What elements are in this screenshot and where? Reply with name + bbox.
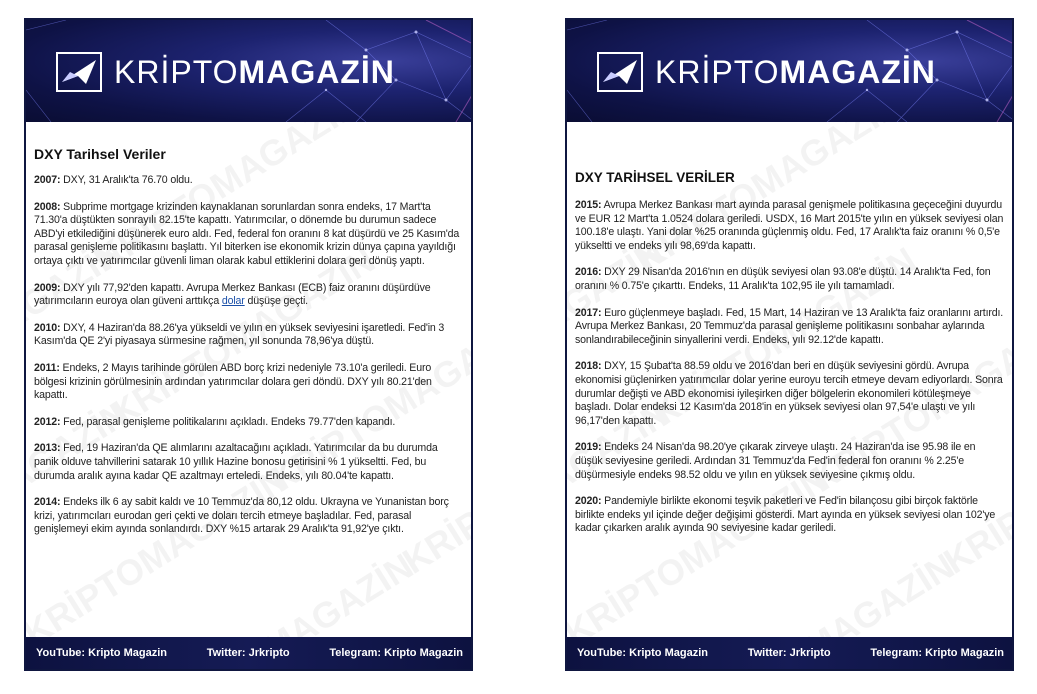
entry-text: Fed, 19 Haziran'da QE alımlarını azaltacağını açıkladı. Yatırımcılar da bu durumda panik olduve tahvillerini satarak 10 yıllık Hazine bonosu getirisini % 1 yükseltti. Fed, bu durumda aralık ayına kadar QE azaltmayı erteledi. Endeks, yılı 80.04'te kapattı. <box>34 442 438 482</box>
brand-name <box>114 50 395 94</box>
brand-logo <box>597 50 936 94</box>
entry-year: 2010: <box>34 321 61 334</box>
brand-name-bold: MAGAZİN <box>238 54 395 90</box>
entry-text: DXY, 15 Şubat'ta 88.59 oldu ve 2016'dan beri en düşük seviyesini gördü. Avrupa ekonomisi güçlenirken yatırımcılar dolar yerine euroyu tercih etmeye devam ediyorlardı. Sonra durumlar değişti ve ABD ekonomisi iyileşirken diğer bölgelerin ekonomileri kötüleşmeye başladı. Dolar endeksi 12 Kasım'da 2018'in en yüksek seviyesi olan 97,54'e ulaştı ve yılı 96,17'den kapattı. <box>575 360 1003 427</box>
history-entry <box>34 416 463 430</box>
history-entry <box>34 282 463 309</box>
history-entry <box>34 201 463 269</box>
entry-text: DXY 29 Nisan'da 2016'nın en düşük seviyesi olan 93.08'e düştü. 14 Aralık'ta Fed, fon oranını % 0.75'e çıkarttı. Endeks, 11 Aralık'ta 102,95 ile yılı tamamladı. <box>575 266 991 292</box>
entry-text: düşüşe geçti. <box>244 295 308 308</box>
entry-text: Endeks 24 Nisan'da 98.20'ye çıkarak zirveye ulaştı. 24 Haziran'da ise 95.98 ile en düşük seviyesine geriledi. Ardından 31 Temmuz'da Fed'in federal fon oranını % 2.25'e düşürmesiyle endeks 98.52 oldu ve yılın en yüksek seviyesine çıkmış oldu. <box>575 441 976 481</box>
twitter-handle: Twitter: Jrkripto <box>747 647 831 659</box>
telegram-handle: Telegram: Kripto Magazin <box>870 647 1004 659</box>
entry-year: 2017: <box>575 306 602 319</box>
document-page-right <box>565 18 1014 671</box>
entry-text: Pandemiyle birlikte ekonomi teşvik paketleri ve Fed'in bilançosu gibi birçok faktörle birlikte endeks yıl içinde değer değişimi gösterdi. Mart ayında en yüksek seviyesi olan 102'ye kadar çıkarken aralık ayında 90 seviyesine kadar geriledi. <box>575 495 996 535</box>
content-area <box>26 122 471 641</box>
youtube-handle: YouTube: Kripto Magazin <box>36 647 167 659</box>
history-entry <box>575 360 1004 428</box>
history-entry <box>34 362 463 403</box>
dolar-link[interactable]: dolar <box>221 295 245 308</box>
entry-year: 2020: <box>575 495 602 508</box>
watermark-text <box>682 545 961 641</box>
page-title: DXY Tarihsel Veriler <box>34 146 166 162</box>
entry-year: 2012: <box>34 415 61 428</box>
entry-year: 2014: <box>34 496 61 509</box>
article-body <box>567 122 1012 536</box>
article-body <box>26 122 471 537</box>
brand-logo <box>56 50 395 94</box>
content-area <box>567 122 1012 641</box>
entry-text: Fed, parasal genişleme politikalarını açıkladı. Endeks 79.77'den kapandı. <box>60 415 396 428</box>
history-entry <box>34 442 463 483</box>
history-entry <box>34 322 463 349</box>
brand-name <box>655 50 936 94</box>
document-page-left <box>24 18 473 671</box>
header-banner <box>567 20 1012 122</box>
entry-year: 2016: <box>575 266 602 279</box>
history-entry <box>575 266 1004 293</box>
entry-year: 2009: <box>34 281 61 294</box>
entry-text: Endeks, 2 Mayıs tarihinde görülen ABD borç krizi nedeniyle 73.10'a geriledi. Euro bölgesi krizinin görülmesinin ardından yatırımcılar dolara geri döndü. DXY yılı 80.21'den kapattı. <box>34 361 432 402</box>
entry-year: 2019: <box>575 441 602 454</box>
entry-text: Avrupa Merkez Bankası mart ayında parasal genişmele politikasına geçeceğini duyurdu ve EUR 12 Mart'ta 1.0524 dolara geriledi. USDX, 16 Mart 2015'te yılın en yüksek seviyesi olan 100.18'e ulaştı. Yani dolar %25 oranında güçlenmiş oldu. Fed, 17 Aralık'ta faiz oranını % 0,5'e yükseltti ve endeks yılı 98,69'da kapattı. <box>575 199 1004 252</box>
entry-text: DXY yılı 77,92'den kapattı. Avrupa Merkez Bankası (ECB) faiz oranını düşürdüve yatırımcıların euroya olan güveni arttıkça <box>34 281 431 308</box>
entry-text: Endeks ilk 6 ay sabit kaldı ve 10 Temmuz'da 80,12 oldu. Ukrayna ve Yunanistan borç krizi, yatırımcıları eurodan geri çekti ve doları tercih etmeye başladılar. Fed, parasal genişlemeyi ekim ayında sonlandırdı. DXY %15 artarak 29 Aralık'ta 91,92'ye çıktı. <box>34 496 449 536</box>
brand-name-thin: KRİPTO <box>655 54 780 90</box>
twitter-handle: Twitter: Jrkripto <box>206 647 290 659</box>
entry-text: DXY, 4 Haziran'da 88.26'ya yükseldi ve yılın en yüksek seviyesini işaretledi. Fed'in 3 Kasım'da QE 2'yi piyasaya sürmesine rağmen, yıl sonunda 78,96'ya düştü. <box>34 321 445 348</box>
history-entry <box>575 441 1004 482</box>
entry-year: 2011: <box>34 361 60 374</box>
footer-bar <box>26 637 471 669</box>
entry-year: 2008: <box>34 200 61 213</box>
history-entry <box>575 199 1004 253</box>
brand-name-bold: MAGAZİN <box>779 54 936 90</box>
history-entry <box>575 307 1004 348</box>
entry-year: 2018: <box>575 360 602 373</box>
youtube-handle: YouTube: Kripto Magazin <box>577 647 708 659</box>
history-entry <box>575 495 1004 536</box>
entry-year: 2007: <box>34 174 61 186</box>
entry-year: 2015: <box>575 199 602 211</box>
footer-bar <box>567 637 1012 669</box>
bird-logo-icon <box>56 52 102 92</box>
entry-year: 2013: <box>34 442 61 455</box>
brand-name-thin: KRİPTO <box>114 54 239 90</box>
history-entry <box>34 496 463 537</box>
telegram-handle: Telegram: Kripto Magazin <box>329 647 463 659</box>
watermark-text <box>141 545 420 641</box>
entry-text: Subprime mortgage krizinden kaynaklanan sorunlardan sonra endeks, 17 Mart'ta 71.30'a düştükten sonrayılı 82.15'te kapattı. Yatırımcılar, o dönemde bu durumun sadece ABD'yi etkilediğini düşünerek euro aldı. Fed, federal fon oranını 8 kat düşürdü ve 25 Kasım'da parasal genişleme politikasını başlattı. Yıl biterken ise ekonomik krizin dünya çapına yayıldığı ortaya çıktı ve yatırımcılar güvenli liman olarak kabul ettiklerini dolara geri dönüş yaptı. <box>34 200 460 267</box>
page-title: DXY TARİHSEL VERİLER <box>575 170 735 185</box>
header-banner <box>26 20 471 122</box>
history-entry <box>34 174 463 188</box>
entry-text: Euro güçlenmeye başladı. Fed, 15 Mart, 14 Haziran ve 13 Aralık'ta faiz oranlarını artırdı. Avrupa Merkez Bankası, 20 Temmuz'da parasal genişleme politikasını sonbahar aylarında sonlandırabileceğinin sinyallerini verdi. Endeks, yılı 92.12'de kapattı. <box>575 306 1004 346</box>
entry-text: DXY, 31 Aralık'ta 76.70 oldu. <box>60 174 193 186</box>
bird-logo-icon <box>597 52 643 92</box>
